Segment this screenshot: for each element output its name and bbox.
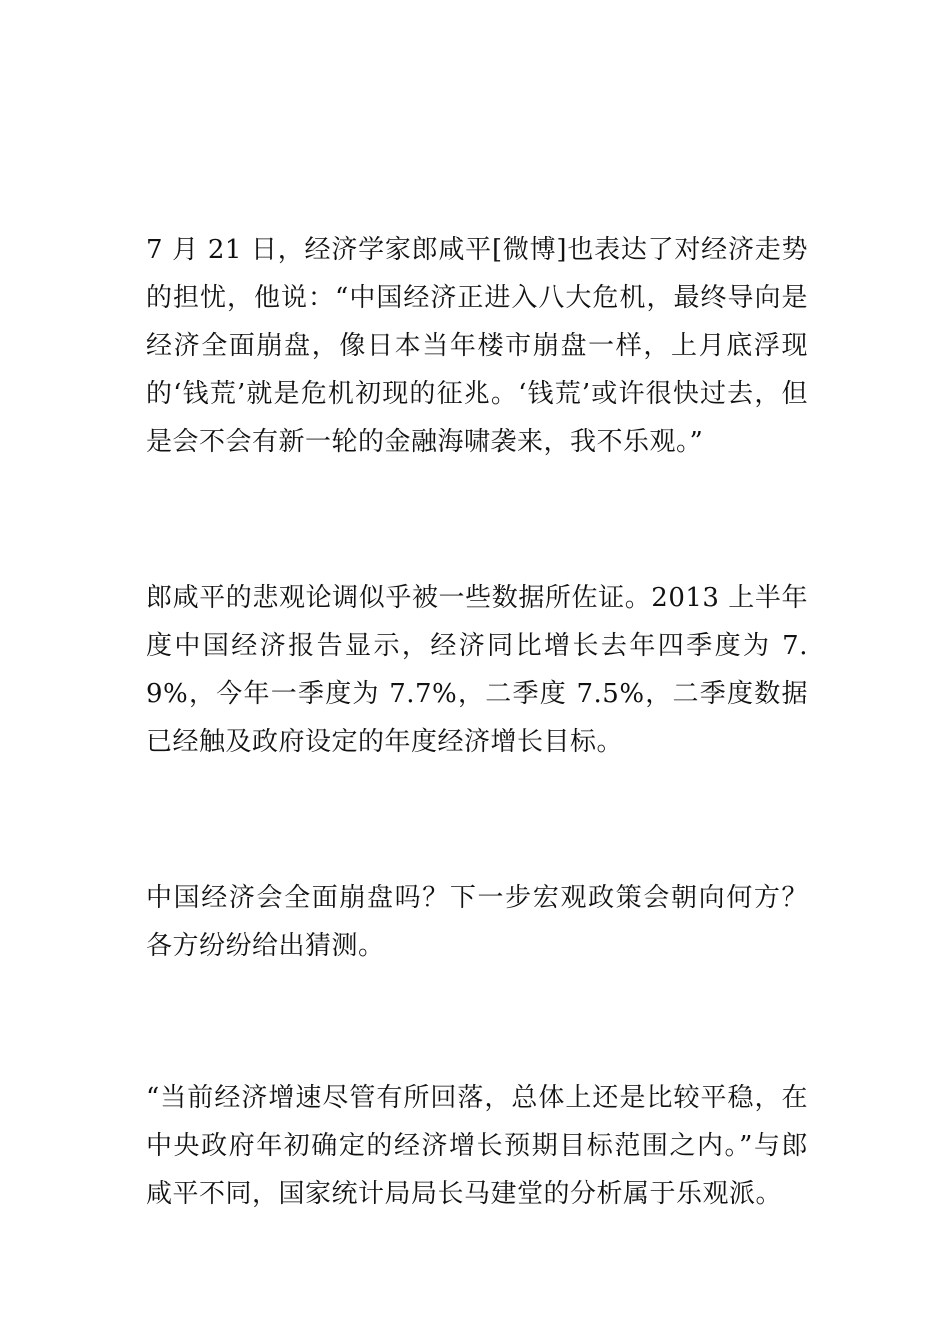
paragraph-ma-jiantang-quote: “当前经济增速尽管有所回落，总体上还是比较平稳，在中央政府年初确定的经济增长预期目标范围之内。”与郎咸平不同，国家统计局局长马建堂的分析属于乐观派。 xyxy=(146,1083,808,1209)
paragraph-lang-xianping-quote: 7 月 21 日，经济学家郎咸平[微博]也表达了对经济走势的担忧，他说：“中国经济正进入八大危机，最终导向是经济全面崩盘，像日本当年楼市崩盘一样，上月底浮现的‘钱荒’就是危机初现的征兆。‘钱荒’或许很快过去，但是会不会有新一轮的金融海啸袭来，我不乐观。” xyxy=(146,235,808,457)
paragraph-question: 中国经济会全面崩盘吗？下一步宏观政策会朝向何方？各方纷纷给出猜测。 xyxy=(146,883,808,961)
paragraph-economic-data: 郎咸平的悲观论调似乎被一些数据所佐证。2013 上半年度中国经济报告显示，经济同比增长去年四季度为 7.9%，今年一季度为 7.7%，二季度 7.5%，二季度数据已经触及政府设定的年度经济增长目标。 xyxy=(146,583,808,757)
